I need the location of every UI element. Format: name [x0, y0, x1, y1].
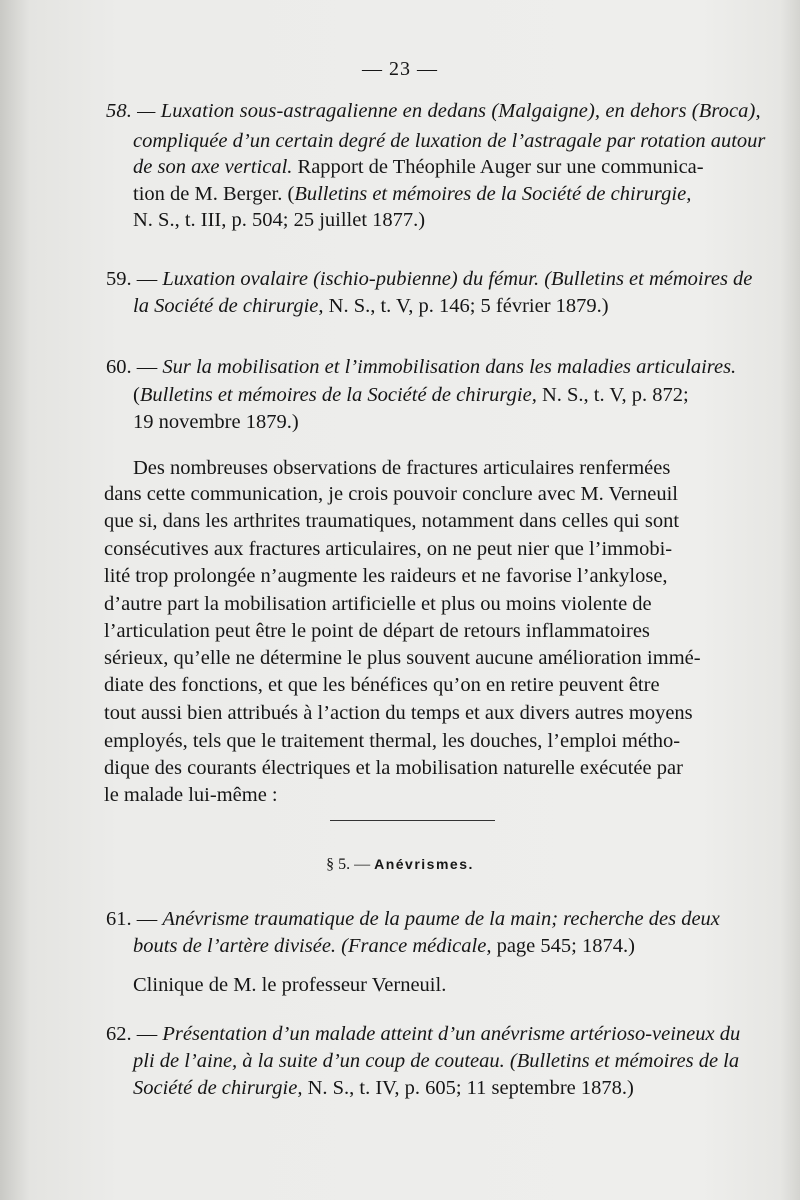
entry-58-line-4-text: tion de M. Berger. ( [133, 183, 295, 205]
section-title: Anévrismes. [374, 856, 474, 872]
entry-59-line-2 [133, 293, 609, 319]
entry-58-line-3 [133, 154, 704, 180]
entry-62-line-2: pli de l’aine, à la suite d’un coup de couteau. (Bulletins et mémoires de la [133, 1050, 740, 1072]
entry-61-line-3: Clinique de M. le professeur Verneuil. [133, 974, 447, 996]
entry-58-line-3-text: Rapport de Théophile Auger sur une communica- [292, 156, 704, 178]
entry-60-line-1 [106, 354, 736, 380]
paragraph-line: diate des fonctions, et que les bénéfices qu’on en retire peuvent être [104, 674, 660, 696]
paragraph-line: sérieux, qu’elle ne détermine le plus souvent aucune amélioration immé- [104, 647, 701, 669]
entry-61-number: 61. — [106, 908, 163, 930]
entry-62-line-1 [106, 1021, 740, 1047]
entry-62-ref: N. S., t. IV, p. 605; 11 septembre 1878.) [302, 1077, 634, 1099]
entry-59-line-1 [106, 266, 752, 292]
entry-62-line-3 [133, 1075, 634, 1101]
entry-58-line-4-source: Bulletins et mémoires de la Société de chirurgie, [294, 183, 692, 205]
section-prefix: § 5. — [326, 856, 375, 873]
entry-61-title: Anévrisme traumatique de la paume de la main; recherche des deux [162, 908, 720, 930]
paragraph-line: consécutives aux fractures articulaires, on ne peut nier que l’immobi- [104, 538, 673, 560]
paragraph-line: dans cette communication, je crois pouvoir conclure avec M. Verneuil [104, 483, 678, 505]
entry-62-source: Société de chirurgie, [133, 1077, 303, 1099]
entry-60-line-2 [133, 382, 689, 408]
entry-62-number: 62. — [106, 1023, 163, 1045]
entry-61-line-2 [133, 933, 635, 959]
paragraph-line: que si, dans les arthrites traumatiques, notamment dans celles qui sont [104, 510, 680, 532]
paragraph-line: Des nombreuses observations de fractures articulaires renfermées [133, 457, 671, 479]
entry-59-number: 59. — [106, 268, 163, 290]
entry-58-line-5: N. S., t. III, p. 504; 25 juillet 1877.) [133, 209, 426, 231]
entry-60-title: Sur la mobilisation et l’immobilisation dans les maladies articulaires. [162, 356, 737, 378]
paragraph-line: employés, tels que le traitement thermal, les douches, l’emploi métho- [104, 730, 681, 752]
entry-60-source: Bulletins et mémoires de la Société de chirurgie, [139, 384, 537, 406]
entry-61-source: bouts de l’artère divisée. (France médicale, [133, 935, 492, 957]
entry-60-paren: ( [133, 384, 140, 406]
entry-62-title: Présentation d’un malade atteint d’un anévrisme artérioso-veineux du [162, 1023, 741, 1045]
entry-60-ref: N. S., t. V, p. 872; [536, 384, 689, 406]
paragraph-line: d’autre part la mobilisation artificielle et plus ou moins violente de [104, 593, 652, 615]
entry-58-line-1: 58. — Luxation sous-astragalienne en dedans (Malgaigne), en dehors (Broca), [106, 100, 761, 122]
paragraph-line: dique des courants électriques et la mobilisation naturelle exécutée par [104, 757, 683, 779]
section-heading [0, 856, 800, 874]
section-divider [330, 820, 495, 821]
entry-60-number: 60. — [106, 356, 163, 378]
entry-60-line-3: 19 novembre 1879.) [133, 411, 299, 433]
entry-58-line-2: compliquée d’un certain degré de luxation de l’astragale par rotation autour [133, 130, 766, 152]
entry-61-line-1 [106, 906, 720, 932]
entry-59-source: la Société de chirurgie, [133, 295, 324, 317]
entry-61-ref: page 545; 1874.) [491, 935, 635, 957]
paragraph-line: le malade lui-même : [104, 784, 278, 806]
entry-58-line-4 [133, 181, 691, 207]
paragraph-line: lité trop prolongée n’augmente les raideurs et ne favorise l’ankylose, [104, 565, 668, 587]
page-number: — 23 — [362, 58, 438, 80]
paragraph-line: l’articulation peut être le point de départ de retours inflammatoires [104, 620, 650, 642]
entry-59-title: Luxation ovalaire (ischio-pubienne) du fémur. (Bulletins et mémoires de [162, 268, 753, 290]
entry-58-line-3-title: de son axe vertical. [133, 156, 293, 178]
entry-59-ref: N. S., t. V, p. 146; 5 février 1879.) [323, 295, 609, 317]
paragraph-line: tout aussi bien attribués à l’action du temps et aux divers autres moyens [104, 702, 693, 724]
